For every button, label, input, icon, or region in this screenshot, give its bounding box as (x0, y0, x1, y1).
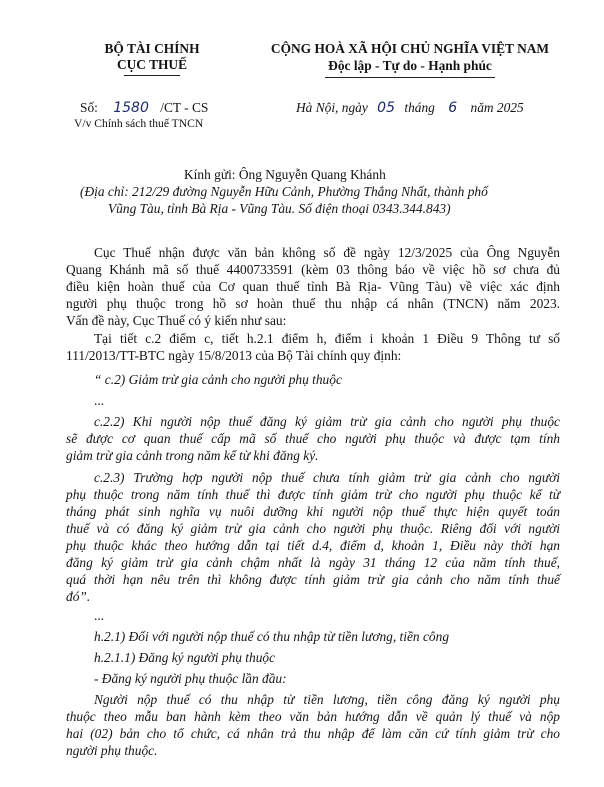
ellipsis-2: ... (94, 608, 105, 623)
ellipsis-1: ... (94, 393, 105, 408)
date-place: Hà Nội, ngày (296, 100, 368, 115)
date-day: 05 (377, 100, 395, 116)
clause-line: tháng phát sinh nghĩa vụ nuôi dưỡng khi người nộp thuế thực hiện quyết toán (66, 504, 560, 519)
clause-line: đó”. (66, 589, 91, 604)
clause-line: đăng ký giảm trừ gia cảnh chậm nhất là ngày 31 tháng 12 của năm tính thuế, (66, 555, 560, 570)
paragraph-line: người phụ thuộc. (66, 743, 158, 758)
first-registration-heading: - Đăng ký người phụ thuộc lần đầu: (94, 671, 287, 686)
date-year: năm 2025 (470, 100, 524, 115)
document-date (296, 99, 524, 117)
number-handwritten: 1580 (113, 100, 149, 116)
registration-paragraph (66, 691, 560, 759)
intro-line: điều kiện hoàn thuế của Cơ quan thuế tỉnh Bà Rịa- Vũng Tàu) về việc xác định (66, 279, 560, 294)
clause-line: c.2.3) Trường hợp người nộp thuế chưa tính giảm trừ gia cảnh cho người (94, 470, 560, 485)
recipient-line: Kính gửi: Ông Nguyễn Quang Khánh (184, 167, 386, 182)
date-month-label: tháng (404, 100, 435, 115)
intro-line: Cục Thuế nhận được văn bản không số đề ngày 12/3/2025 của Ông Nguyễn (94, 245, 560, 260)
citation-line: 111/2013/TT-BTC ngày 15/8/2013 của Bộ Tài chính quy định: (66, 348, 402, 363)
intro-line: Vấn đề này, Cục Thuế có ý kiến như sau: (66, 313, 287, 328)
intro-paragraph (66, 244, 560, 329)
clause-line: thuế và có đăng ký giảm trừ gia cảnh cho người phụ thuộc. Riêng đối với người (66, 521, 560, 536)
paragraph-line: thuộc theo mẫu ban hành kèm theo văn bản hướng dẫn về quản lý thuế và nộp (66, 709, 560, 724)
clause-line: giảm trừ gia cảnh trong năm kể từ khi đăng ký. (66, 448, 319, 463)
ministry-name: BỘ TÀI CHÍNH (104, 41, 200, 56)
date-month: 6 (448, 100, 458, 116)
citation-paragraph (66, 330, 560, 364)
motto-underline (325, 77, 495, 78)
document-subject: V/v Chính sách thuế TNCN (74, 117, 204, 130)
number-prefix: Số: (80, 100, 98, 115)
paragraph-line: Người nộp thuế có thu nhập từ tiền lương, tiền công đăng ký người phụ (94, 692, 560, 707)
citation-line: Tại tiết c.2 điểm c, tiết h.2.1 điểm h, điểm i khoản 1 Điều 9 Thông tư số (94, 331, 560, 346)
recipient-address-1: (Địa chỉ: 212/29 đường Nguyễn Hữu Cảnh, Phường Thắng Nhất, thành phố (80, 184, 488, 199)
clause-h211: h.2.1.1) Đăng ký người phụ thuộc (94, 650, 276, 665)
agency-underline (124, 75, 180, 76)
country-name: CỘNG HOÀ XÃ HỘI CHỦ NGHĨA VIỆT NAM (270, 41, 550, 56)
recipient-address-2: Vũng Tàu, tỉnh Bà Rịa - Vũng Tàu. Số điện thoại 0343.344.843) (108, 201, 451, 216)
national-motto: Độc lập - Tự do - Hạnh phúc (328, 58, 492, 73)
clause-c23 (66, 469, 560, 605)
quote-c2-heading: “ c.2) Giảm trừ gia cảnh cho người phụ thuộc (94, 372, 342, 387)
clause-line: quá thời hạn nêu trên thì không được tính giảm trừ gia cảnh cho năm tính thuế (66, 572, 560, 587)
paragraph-line: hai (02) bản cho tổ chức, cá nhân trả thu nhập để làm căn cứ tính giảm trừ cho (66, 726, 560, 741)
intro-line: Quang Khánh mã số thuế 4400733591 (kèm 03 thông báo về việc hồ sơ chưa đủ (66, 262, 560, 277)
clause-c22 (66, 413, 560, 464)
clause-line: phụ thuộc trong năm tính thuế thì được tính giảm trừ cho người phụ thuộc kể từ (66, 487, 560, 502)
clause-h21: h.2.1) Đối với người nộp thuế có thu nhập từ tiền lương, tiền công (94, 629, 450, 644)
clause-line: c.2.2) Khi người nộp thuế đăng ký giảm trừ gia cảnh cho người phụ thuộc (94, 414, 560, 429)
agency-name: CỤC THUẾ (116, 57, 188, 72)
number-suffix: /CT - CS (160, 100, 209, 115)
clause-line: sẽ được cơ quan thuế cấp mã số thuế cho người phụ thuộc và được tạm tính (66, 431, 560, 446)
intro-line: người phụ thuộc trong hồ sơ hoàn thuế thu nhập cá nhân (TNCN) năm 2023. (66, 296, 560, 311)
clause-line: phụ thuộc khác theo hướng dẫn tại tiết d.4, điểm d, khoản 1, Điều này thời hạn (66, 538, 560, 553)
